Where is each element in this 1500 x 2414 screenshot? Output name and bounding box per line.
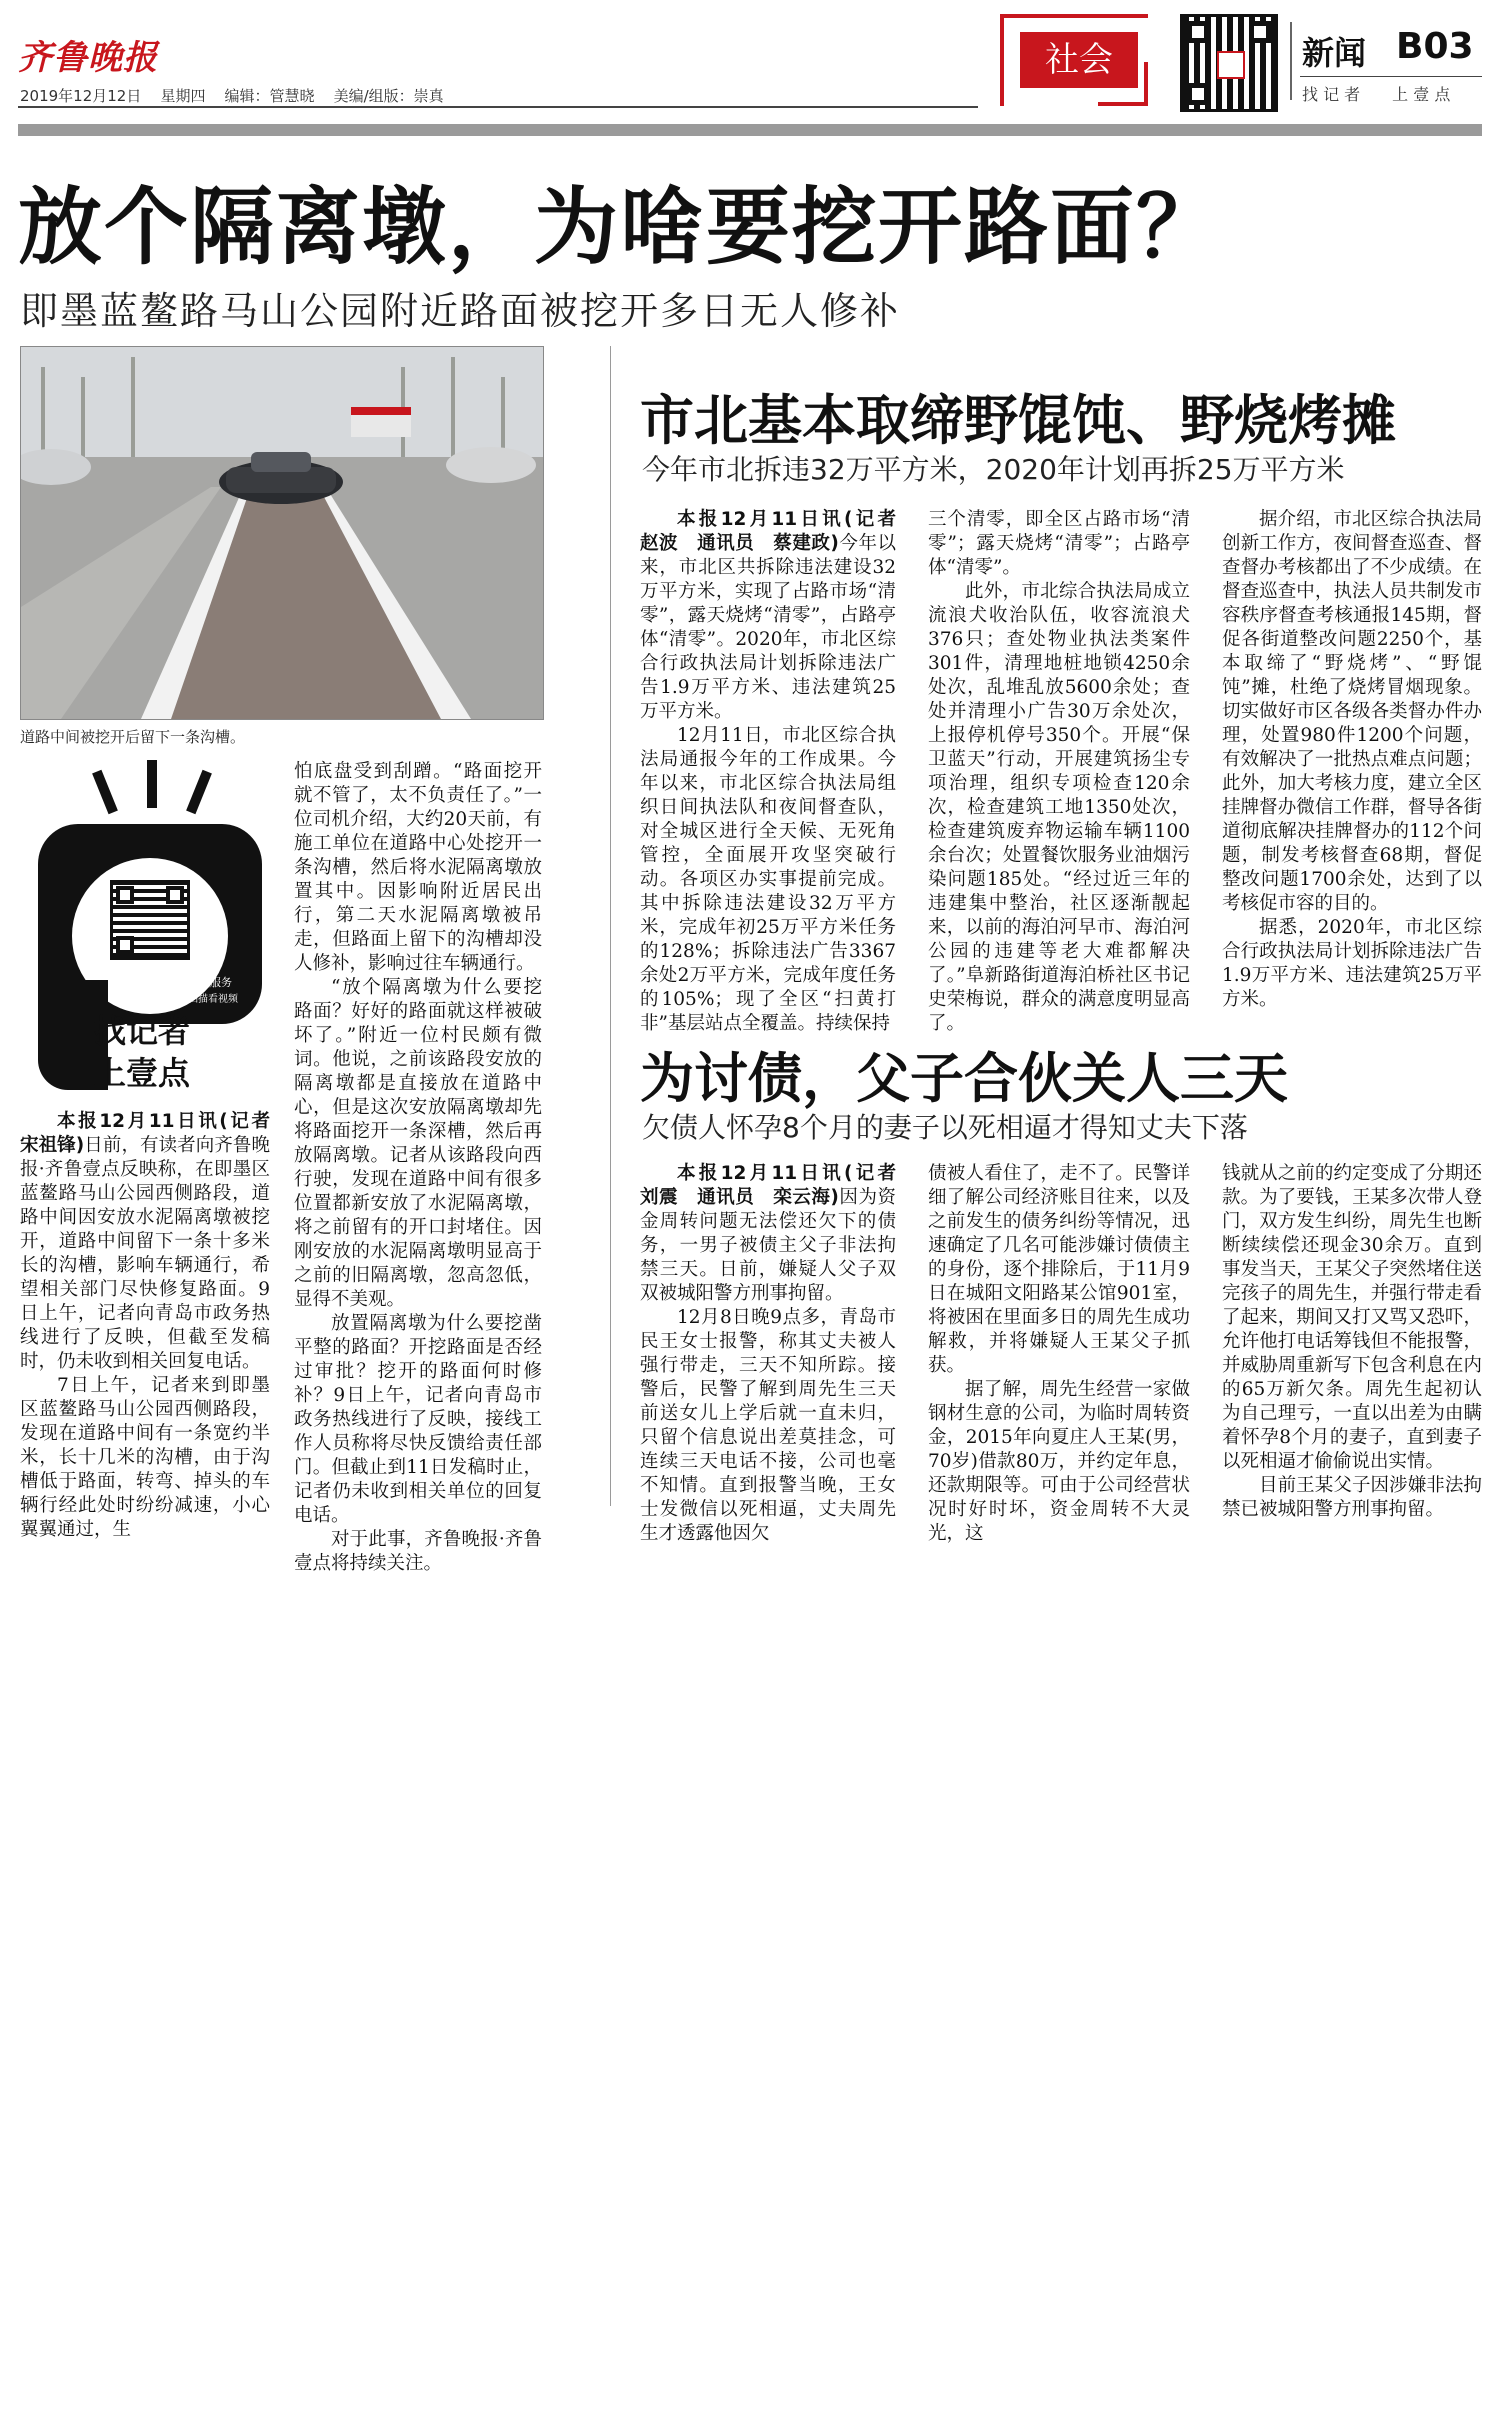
story1-paragraph: 放置隔离墩为什么要挖凿平整的路面？开挖路面是否经过审批？挖开的路面何时修补？9日上午，记者向青岛市政务热线进行了反映，接线工作人员称将尽快反馈给责任部门。但截止到11日发稿时止，记者仍未收到相关单位的回复电话。 bbox=[294, 1313, 542, 1526]
story2-column-2 bbox=[928, 508, 1190, 1036]
channel-rule bbox=[1300, 76, 1482, 77]
story1-paragraph: 对于此事，齐鲁晚报·齐鲁壹点将持续关注。 bbox=[294, 1529, 542, 1574]
story3-column-3 bbox=[1222, 1162, 1482, 1522]
masthead-logo: 齐鲁晚报 bbox=[18, 38, 158, 78]
camera-burst-icon bbox=[92, 760, 212, 830]
story3-headline: 为讨债，父子合伙关人三天 bbox=[640, 1047, 1288, 1110]
story2-paragraph: 此外，市北综合执法局成立流浪犬收治队伍，收容流浪犬376只；查处物业执法类案件301件，清理地桩地锁4250余处次，乱堆乱放5600余处；查处并清理小广告30万余处次，上报停机停号350个。开展“保卫蓝天”行动，开展建筑扬尘专项治理，组织专项检查120余次，检查建筑工地1350处次，检查建筑废弃物运输车辆1100余台次；处置餐饮服务业油烟污染问题185处。“经过近三年的违建集中整治，社区逐渐靓起来，以前的海泊河早市、海泊河公园的违建等老大难都解决了。”阜新路街道海泊桥社区书记史荣梅说，群众的满意度明显高了。 bbox=[928, 581, 1190, 1034]
story2-paragraph: 据介绍，市北区综合执法局创新工作方，夜间督查巡查、督查督办考核都出了不少成绩。在督查巡查中，执法人员共制发市容秩序督查考核通报145期，督促各街道整改问题2250个，基本取缔了“野烧烤”、“野馄饨”摊，杜绝了烧烤冒烟现象。切实做好市区各级各类督办件办理，处置980件1200个问题，有效解决了一批热点难点问题；此外，加大考核力度，建立全区挂牌督办微信工作群，督导各街道彻底解决挂牌督办的112个问题，制发考核督查68期，督促整改问题1700余处，达到了以考核促市容的目的。 bbox=[1222, 509, 1482, 914]
reporter-promo bbox=[30, 760, 270, 1100]
road-photo-illustration bbox=[21, 347, 543, 719]
photo-caption: 道路中间被挖开后留下一条沟槽。 bbox=[20, 728, 246, 746]
masthead-divider bbox=[1290, 22, 1292, 100]
story3-paragraph: 目前王某父子因涉嫌非法拘禁已被城阳警方刑事拘留。 bbox=[1222, 1475, 1482, 1520]
story2-headline: 市北基本取缔野馄饨、野烧烤摊 bbox=[640, 389, 1396, 452]
story2-paragraph: 今年以来，市北区共拆除违法建设32万平方米，实现了占路市场“清零”，露天烧烤“清零”，占路亭体“清零”。2020年，市北区综合行政执法局计划拆除违法广告1.9万平方米、违法建筑25万平方米。 bbox=[640, 533, 896, 722]
road-photo bbox=[20, 346, 544, 720]
story2-subhead: 今年市北拆违32万平方米，2020年计划再拆25万平方米 bbox=[642, 453, 1345, 486]
issue-weekday: 星期四 bbox=[160, 87, 206, 105]
story1-paragraph: 7日上午，记者来到即墨区蓝鳌路马山公园西侧路段，发现在道路中间有一条宽约半米，长十几米的沟槽，由于沟槽低于路面，转弯、掉头的车辆行经此处时纷纷减速，小心翼翼通过，生 bbox=[20, 1375, 270, 1540]
masthead-rule bbox=[18, 106, 978, 108]
story1-paragraph: 怕底盘受到刮蹭。“路面挖开就不管了，太不负责任了。”一位司机介绍，大约20天前，有施工单位在道路中心处挖开一条沟槽，然后将水泥隔离墩放置其中。因影响附近居民出行，第二天水泥隔离墩被吊走，但路面上留下的沟槽却没人修补，影响过往车辆通行。 bbox=[294, 761, 542, 974]
promo-title-1: 找记者 bbox=[94, 1012, 191, 1050]
story3-column-1 bbox=[640, 1162, 915, 1546]
story2-byline: 本报12月11日讯(记者 赵波 通讯员 蔡建政) bbox=[640, 509, 915, 554]
story3-paragraph: 据了解，周先生经营一家做钢材生意的公司，为临时周转资金，2015年向夏庄人王某(男，70岁)借款80万，并约定年息，还款期限等。可由于公司经营状况时好时坏，资金周转不大灵光，这 bbox=[928, 1379, 1190, 1544]
story1-headline: 放个隔离墩，为啥要挖开路面？ bbox=[18, 178, 1223, 276]
story3-paragraph: 因为资金周转问题无法偿还欠下的债务，一男子被债主父子非法拘禁三天。日前，嫌疑人父子双双被城阳警方刑事拘留。 bbox=[640, 1187, 896, 1304]
story1-paragraph: “放个隔离墩为什么要挖路面？好好的路面就这样被破坏了。”附近一位村民颇有微词。他说，之前该路段安放的隔离墩都是直接放在道路中心，但是这次安放隔离墩却先将路面挖开一条深槽，然后再放隔离墩。记者从该路段向西行驶，发现在道路中间有很多位置都新安放了水泥隔离墩，将之前留有的开口封堵住。因刚安放的水泥隔离墩明显高于之前的旧隔离墩，忽高忽低，显得不美观。 bbox=[294, 977, 542, 1310]
qr-code-icon bbox=[1180, 14, 1278, 112]
story2-paragraph: 三个清零，即全区占路市场“清零”；露天烧烤“清零”；占路亭体“清零”。 bbox=[928, 509, 1190, 578]
story2-paragraph: 据悉，2020年，市北区综合行政执法局计划拆除违法广告1.9万平方米、违法建筑25万平方米。 bbox=[1222, 917, 1482, 1010]
channel-label: 新闻 bbox=[1302, 34, 1367, 72]
promo-title-2: 上壹点 bbox=[94, 1054, 191, 1092]
story3-subhead: 欠债人怀孕8个月的妻子以死相逼才得知丈夫下落 bbox=[642, 1111, 1248, 1144]
story2-column-1 bbox=[640, 508, 915, 1036]
story3-byline: 本报12月11日讯(记者 刘震 通讯员 栾云海) bbox=[640, 1163, 915, 1208]
story1-subhead: 即墨蓝鳌路马山公园附近路面被挖开多日无人修补 bbox=[20, 289, 901, 333]
story2-paragraph: 12月11日，市北区综合执法局通报今年的工作成果。今年以来，市北区综合执法局组织日间执法队和夜间督查队，对全城区进行全天候、无死角管控，全面展开攻坚突破行动。各项区办实事提前完成。其中拆除违法建设32万平方米，完成年初25万平方米任务的128%；拆除违法广告3367余处2万平方米，完成年度任务的105%；现了全区“扫黄打非”基层站点全覆盖。持续保持 bbox=[640, 725, 896, 1034]
promo-small-text-2: 二维码扫描看视频 bbox=[158, 994, 238, 1005]
top-gray-bar bbox=[18, 124, 1482, 136]
story1-column-1 bbox=[20, 1110, 289, 1542]
story1-paragraph: 日前，有读者向齐鲁晚报·齐鲁壹点反映称，在即墨区蓝鳌路马山公园西侧路段，道路中间因安放水泥隔离墩被挖开，道路中间留下一条十多米长的沟槽，影响车辆通行，希望相关部门尽快修复路面。9日上午，记者向青岛市政务热线进行了反映，但截至发稿时，仍未收到相关回复电话。 bbox=[20, 1135, 270, 1372]
masthead-slogan: 找 记 者 上 壹 点 bbox=[1302, 85, 1451, 104]
story3-paragraph: 钱就从之前的约定变成了分期还款。为了要钱，王某多次带人登门，双方发生纠纷，周先生也断断续续偿还现金30余万。直到事发当天，王某父子突然堵住送完孩子的周先生，并强行带走看了起来，期间又打又骂又恐吓，允许他打电话筹钱但不能报警，并威胁周重新写下包含利息在内的65万新欠条。周先生起初认为自己理亏，一直以出差为由瞒着怀孕8个月的妻子，直到妻子以死相逼才偷偷说出实情。 bbox=[1222, 1163, 1482, 1472]
story3-paragraph: 债被人看住了，走不了。民警详细了解公司经济账目往来，以及之前发生的债务纠纷等情况，迅速确定了几名可能涉嫌讨债债主的身份，逐个排除后，于11月9日在城阳文阳路某公馆901室，将被困在里面多日的周先生成功解救，并将嫌疑人王某父子抓获。 bbox=[928, 1163, 1190, 1376]
page-number: B03 bbox=[1396, 26, 1474, 67]
designer-credit: 美编/组版：崇真 bbox=[333, 87, 444, 105]
promo-small-text-1: 壹点服务 bbox=[188, 976, 232, 989]
column-divider bbox=[610, 346, 611, 1506]
story3-paragraph: 12月8日晚9点多，青岛市民王女士报警，称其丈夫被人强行带走，三天不知所踪。接警后，民警了解到周先生三天前送女儿上学后就一直未归，只留个信息说出差莫挂念，可连续三天电话不接，公司也毫不知情。直到报警当晚，王女士发微信以死相逼，丈夫周先生才透露他因欠 bbox=[640, 1307, 896, 1544]
promo-qr-icon bbox=[110, 880, 190, 960]
issue-date: 2019年12月12日 bbox=[20, 87, 142, 105]
story1-column-2 bbox=[294, 760, 542, 1576]
story3-column-2 bbox=[928, 1162, 1190, 1546]
editor-credit: 编辑：管慧晓 bbox=[224, 87, 315, 105]
story2-column-3 bbox=[1222, 508, 1482, 1012]
story1-byline: 本报12月11日讯(记者 宋祖锋) bbox=[20, 1111, 289, 1156]
masthead-dateline bbox=[20, 85, 444, 106]
section-label: 社会 bbox=[1020, 32, 1138, 88]
